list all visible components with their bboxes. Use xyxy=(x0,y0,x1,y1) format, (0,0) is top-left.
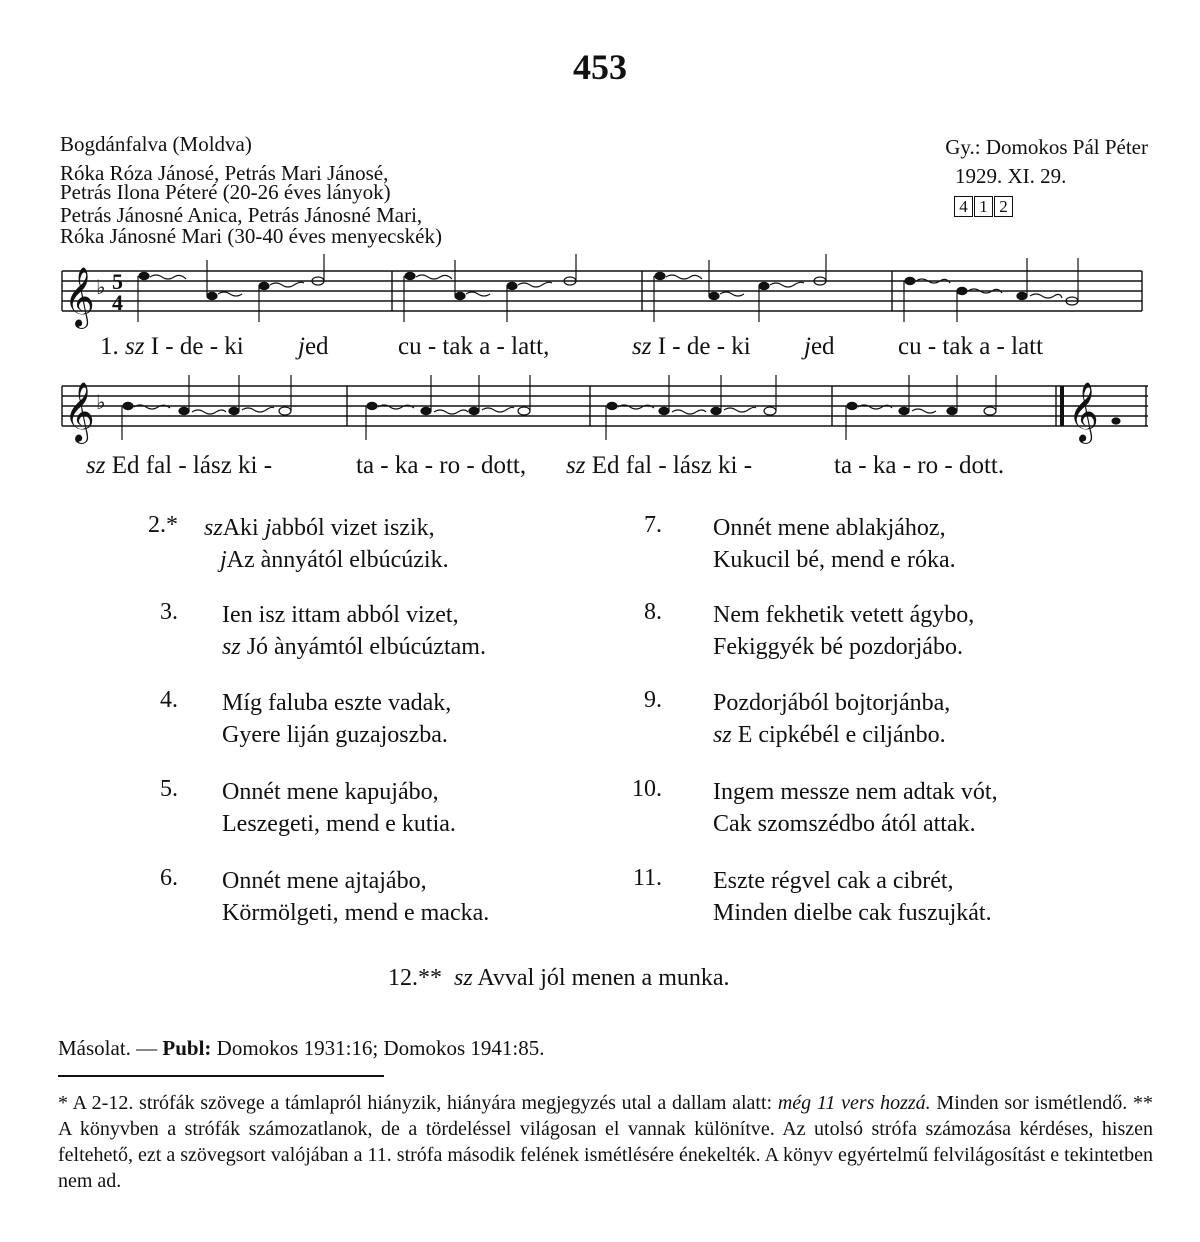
verse-number: 12.** xyxy=(388,965,442,991)
time-signature-top: 5 xyxy=(112,269,123,294)
lyric-syllables: ta - ka - ro - dott, xyxy=(356,452,527,479)
verse-line: Onnét mene ajtajábo, xyxy=(222,868,427,894)
verse-line: Onnét mene kapujábo, xyxy=(222,779,439,805)
collector: Gy.: Domokos Pál Péter xyxy=(945,135,1148,159)
verse-line: Gyere liján guzajoszba. xyxy=(222,722,448,748)
verse-line: Leszegeti, mend e kutia. xyxy=(222,811,456,837)
footnote-divider xyxy=(58,1075,384,1077)
footnote: * A 2-12. strófák szövege a támlapról hiányzik, hiányára megjegyzés utal a dallam alatt: még 11 vers hozzá. Minden sor ismétlendő. ** A könyvben a strófák számozatlanok, de a tördeléssel világosan el vannak különítve. Az utolsó strófa számozása kérdéses, hiszen feltehető, ezt a szövegsort valójában a 11. strófa második felének ismétlésére énekelték. A könyv egyértelmű felvilágosítást e tekintetben nem ad. xyxy=(58,1092,1153,1192)
verse-line: sz Jó ànyámtól elbúcúztam. xyxy=(222,634,486,660)
svg-text:𝄞: 𝄞 xyxy=(64,267,95,327)
code-box: 2 xyxy=(994,196,1013,217)
lyric-syllables: 1. sz I - de - ki xyxy=(100,333,244,360)
verse-line: Cak szomszédbo ától attak. xyxy=(713,811,976,837)
verse-line: Míg faluba eszte vadak, xyxy=(222,690,452,716)
performer-line-3: Petrás Jánosné Anica, Petrás Jánosné Mari, xyxy=(60,203,423,227)
verse-line: Nem fekhetik vetett ágybo, xyxy=(713,602,975,628)
verse-number: 8. xyxy=(644,599,662,625)
performer-line-2: Petrás Ilona Péteré (20-26 éves lányok) xyxy=(60,180,391,204)
code-box: 1 xyxy=(974,196,993,217)
verse-line: Körmölgeti, mend e macka. xyxy=(222,900,490,926)
verse-line: Fekiggyék bé pozdorjábo. xyxy=(713,634,963,660)
page-number: 453 xyxy=(573,47,627,87)
collection-date: 1929. XI. 29. xyxy=(955,164,1067,188)
lyric-syllables: ta - ka - ro - dott. xyxy=(834,452,1005,479)
svg-text:♭: ♭ xyxy=(96,390,106,414)
verse-line: Ien isz ittam abból vizet, xyxy=(222,602,459,628)
verse-number: 10. xyxy=(632,776,662,802)
verse-line: Ingem messze nem adtak vót, xyxy=(713,779,998,805)
verse-number: 6. xyxy=(160,865,178,891)
verse-number: 5. xyxy=(160,776,178,802)
verse-number: 11. xyxy=(632,865,662,891)
verse-number: 7. xyxy=(644,512,662,538)
verse-number: 9. xyxy=(644,687,662,713)
verse-number: 2.* xyxy=(148,512,178,538)
lyric-syllables: sz Ed fal - lász ki - xyxy=(566,452,753,479)
verse-number: 3. xyxy=(160,599,178,625)
lyric-syllables: cu - tak a - latt xyxy=(898,333,1044,360)
final-verse: 12.** sz Avval jól menen a munka. xyxy=(388,965,730,991)
verse-line: jAz ànnyától elbúcúzik. xyxy=(220,547,449,573)
verse-line: szAki jabból vizet iszik, xyxy=(204,515,435,541)
performer-line-4: Róka Jánosné Mari (30-40 éves menyecskék) xyxy=(60,224,442,248)
verse-number: 4. xyxy=(160,687,178,713)
verse-line: Minden dielbe cak fuszujkát. xyxy=(713,900,992,926)
lyric-syllables: jed xyxy=(298,333,329,360)
source-note: Másolat. — Publ: Domokos 1931:16; Domokos 1941:85. xyxy=(58,1036,545,1060)
verse-line: Onnét mene ablakjához, xyxy=(713,515,946,541)
lyric-syllables: sz Ed fal - lász ki - xyxy=(86,452,273,479)
lyric-syllables: sz I - de - ki xyxy=(632,333,751,360)
verse-line: Eszte régvel cak a cibrét, xyxy=(713,868,954,894)
lyric-syllables: cu - tak a - latt, xyxy=(398,333,550,360)
verse-line: sz E cipkébél e ciljánbo. xyxy=(713,722,946,748)
classification-code xyxy=(954,196,1014,217)
svg-text:𝄞: 𝄞 xyxy=(64,382,95,442)
time-signature-bottom: 4 xyxy=(112,290,123,315)
svg-text:𝄞: 𝄞 xyxy=(1068,382,1099,442)
code-box: 4 xyxy=(954,196,973,217)
svg-text:♭: ♭ xyxy=(96,275,106,299)
verse-line: Pozdorjából bojtorjánba, xyxy=(713,690,951,716)
performer-line-1: Róka Róza Jánosé, Petrás Mari Jánosé, xyxy=(60,161,389,185)
place-name: Bogdánfalva (Moldva) xyxy=(60,132,252,156)
verse-line: Kukucil bé, mend e róka. xyxy=(713,547,956,573)
lyric-syllables: jed xyxy=(804,333,835,360)
